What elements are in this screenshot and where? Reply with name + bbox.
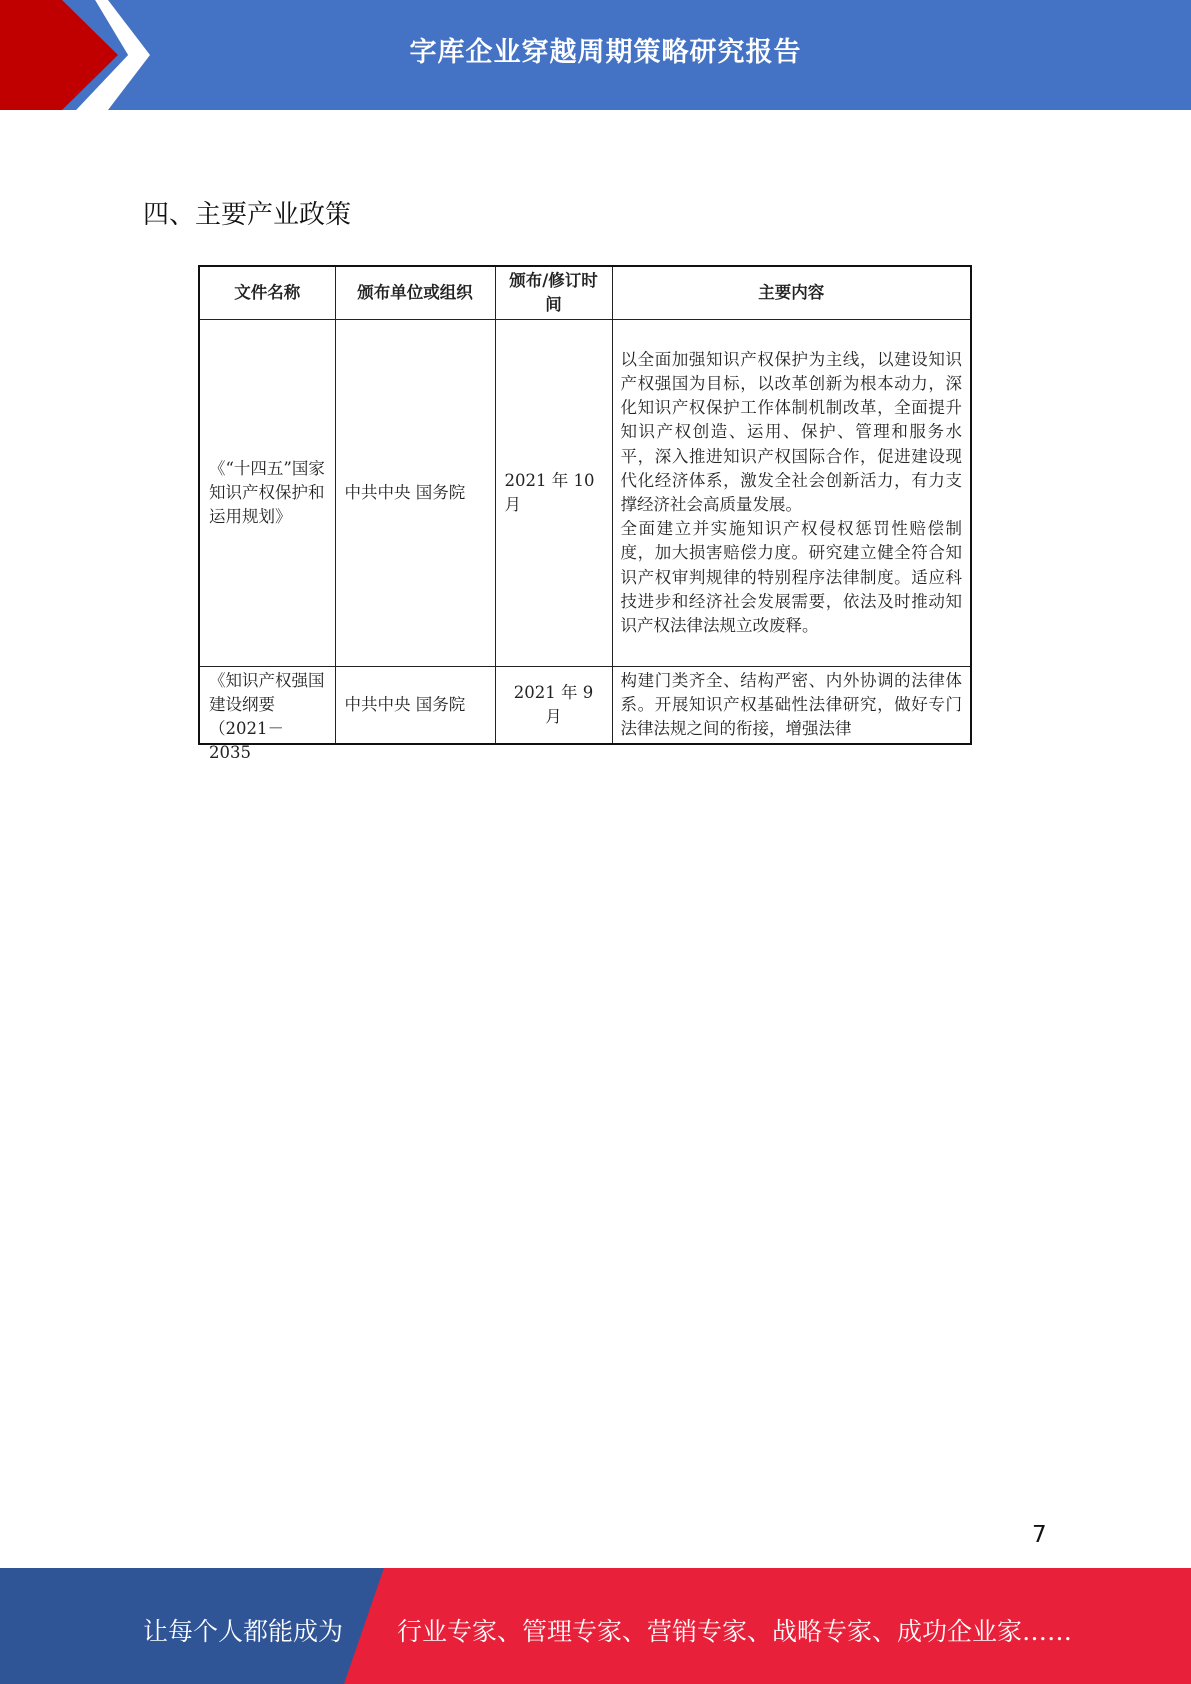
policy-table [198,265,972,762]
header-main-content: 主要内容 [612,266,971,320]
section-title: 四、主要产业政策 [143,200,352,230]
page-header [0,0,1191,110]
cell-main-content [612,667,971,745]
table-row [199,320,971,667]
report-title: 字库企业穿越周期策略研究报告 [409,37,802,68]
cell-document-name [199,667,335,762]
cell-date: 2021 年 9 月 [495,667,612,745]
header-date: 颁布/修订时间 [495,266,612,320]
cell-issuer: 中共中央 国务院 [335,667,495,745]
page-number: 7 [1032,1522,1047,1548]
content-paragraph: 以全面加强知识产权保护为主线，以建设知识产权强国为目标，以改革创新为根本动力，深化知识产权保护工作体制机制改革，全面提升知识产权创造、运用、保护、管理和服务水平，深入推进知识产权国际合作，促进建设现代化经济体系，激发全社会创新活力，有力支撑经济社会高质量发展。 [620,349,962,514]
table-row [199,667,971,745]
header-issuer: 颁布单位或组织 [335,266,495,320]
cell-main-content [612,320,971,667]
header-document-name: 文件名称 [199,266,335,320]
cell-document-name: 《“十四五”国家知识产权保护和运用规划》 [199,320,335,667]
page-footer [0,1568,1191,1684]
cell-date: 2021 年 10 月 [495,320,612,667]
content-paragraph: 构建门类齐全、结构严密、内外协调的法律体系。开展知识产权基础性法律研究，做好专门法律法规之间的衔接，增强法律 [620,671,962,739]
table-header-row [199,266,971,320]
footer-slogan-right: 行业专家、管理专家、营销专家、战略专家、成功企业家…… [397,1617,1073,1646]
cell-issuer: 中共中央 国务院 [335,320,495,667]
footer-slogan-left: 让每个人都能成为 [143,1617,344,1646]
document-name-text: 《知识产权强国建设纲要（2021－2035 [209,671,325,762]
content-paragraph: 全面建立并实施知识产权侵权惩罚性赔偿制度，加大损害赔偿力度。研究建立健全符合知识产权审判规律的特别程序法律制度。适应科技进步和经济社会发展需要，依法及时推动知识产权法律法规立改废释。 [620,519,962,636]
